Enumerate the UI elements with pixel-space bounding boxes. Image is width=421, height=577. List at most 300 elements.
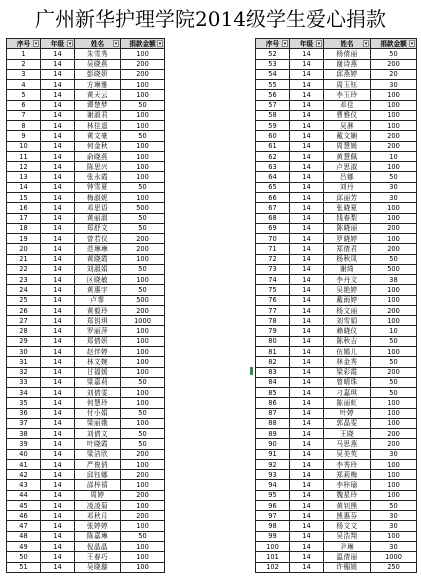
cell-no[interactable]: 1 bbox=[7, 49, 41, 59]
cell-name[interactable]: 卢霏 bbox=[75, 295, 121, 305]
cell-grade[interactable]: 14 bbox=[290, 531, 324, 541]
cell-grade[interactable]: 14 bbox=[41, 275, 75, 285]
cell-grade[interactable]: 14 bbox=[41, 254, 75, 264]
cell-grade[interactable]: 14 bbox=[41, 439, 75, 449]
cell-no[interactable]: 69 bbox=[256, 223, 290, 233]
cell-amount[interactable]: 30 bbox=[371, 182, 417, 192]
dropdown-arrow-icon[interactable]: ▾ bbox=[410, 41, 414, 47]
cell-no[interactable]: 20 bbox=[7, 244, 41, 254]
cell-no[interactable]: 25 bbox=[7, 295, 41, 305]
cell-amount[interactable]: 100 bbox=[371, 90, 417, 100]
cell-no[interactable]: 41 bbox=[7, 459, 41, 469]
cell-grade[interactable]: 14 bbox=[41, 172, 75, 182]
cell-no[interactable]: 5 bbox=[7, 90, 41, 100]
cell-amount[interactable]: 200 bbox=[121, 234, 165, 244]
dropdown-arrow-icon[interactable]: ▾ bbox=[364, 41, 368, 47]
cell-name[interactable]: 吴淋 bbox=[324, 121, 371, 131]
cell-name[interactable]: 周玉钰 bbox=[324, 80, 371, 90]
cell-amount[interactable]: 500 bbox=[121, 203, 165, 213]
cell-grade[interactable]: 14 bbox=[41, 203, 75, 213]
cell-amount[interactable]: 100 bbox=[121, 80, 165, 90]
header-no[interactable]: 序号 ▾ bbox=[7, 39, 41, 49]
cell-grade[interactable]: 14 bbox=[290, 192, 324, 202]
cell-grade[interactable]: 14 bbox=[290, 562, 324, 572]
cell-name[interactable]: 杨秋凤 bbox=[324, 254, 371, 264]
cell-name[interactable]: 刁嘉琪 bbox=[324, 388, 371, 398]
cell-amount[interactable]: 100 bbox=[121, 336, 165, 346]
cell-amount[interactable]: 100 bbox=[121, 552, 165, 562]
cell-amount[interactable]: 100 bbox=[371, 285, 417, 295]
cell-no[interactable]: 94 bbox=[256, 480, 290, 490]
cell-amount[interactable]: 50 bbox=[371, 254, 417, 264]
cell-amount[interactable]: 50 bbox=[121, 182, 165, 192]
cell-no[interactable]: 85 bbox=[256, 388, 290, 398]
cell-name[interactable]: 陈丽虹 bbox=[324, 398, 371, 408]
cell-no[interactable]: 39 bbox=[7, 439, 41, 449]
cell-no[interactable]: 80 bbox=[256, 336, 290, 346]
cell-amount[interactable]: 100 bbox=[371, 398, 417, 408]
cell-no[interactable]: 59 bbox=[256, 121, 290, 131]
cell-name[interactable]: 倪晶晶 bbox=[75, 542, 121, 552]
cell-no[interactable]: 10 bbox=[7, 141, 41, 151]
cell-amount[interactable]: 10 bbox=[371, 326, 417, 336]
cell-grade[interactable]: 14 bbox=[290, 254, 324, 264]
cell-no[interactable]: 63 bbox=[256, 162, 290, 172]
cell-no[interactable]: 49 bbox=[7, 542, 41, 552]
cell-no[interactable]: 24 bbox=[7, 285, 41, 295]
cell-no[interactable]: 58 bbox=[256, 110, 290, 120]
cell-grade[interactable]: 14 bbox=[41, 285, 75, 295]
cell-amount[interactable]: 100 bbox=[371, 490, 417, 500]
cell-name[interactable]: 黄文豪 bbox=[75, 131, 121, 141]
cell-grade[interactable]: 14 bbox=[290, 439, 324, 449]
cell-amount[interactable]: 200 bbox=[121, 511, 165, 521]
cell-grade[interactable]: 14 bbox=[41, 418, 75, 428]
cell-name[interactable]: 甘福媛 bbox=[75, 367, 121, 377]
cell-amount[interactable]: 100 bbox=[371, 162, 417, 172]
cell-grade[interactable]: 14 bbox=[41, 470, 75, 480]
cell-grade[interactable]: 14 bbox=[290, 244, 324, 254]
cell-amount[interactable]: 100 bbox=[371, 346, 417, 356]
cell-no[interactable]: 38 bbox=[7, 429, 41, 439]
cell-amount[interactable]: 200 bbox=[121, 490, 165, 500]
cell-grade[interactable]: 14 bbox=[41, 367, 75, 377]
cell-amount[interactable]: 500 bbox=[371, 264, 417, 274]
cell-grade[interactable]: 14 bbox=[41, 449, 75, 459]
cell-name[interactable]: 梅淑妮 bbox=[75, 192, 121, 202]
cell-no[interactable]: 19 bbox=[7, 234, 41, 244]
cell-no[interactable]: 51 bbox=[7, 562, 41, 572]
cell-amount[interactable]: 100 bbox=[121, 542, 165, 552]
cell-name[interactable]: 赵伴婷 bbox=[75, 346, 121, 356]
cell-grade[interactable]: 14 bbox=[41, 192, 75, 202]
cell-grade[interactable]: 14 bbox=[290, 203, 324, 213]
cell-no[interactable]: 43 bbox=[7, 480, 41, 490]
cell-amount[interactable]: 50 bbox=[121, 429, 165, 439]
cell-amount[interactable]: 50 bbox=[371, 336, 417, 346]
cell-no[interactable]: 54 bbox=[256, 69, 290, 79]
cell-grade[interactable]: 14 bbox=[290, 110, 324, 120]
cell-grade[interactable]: 14 bbox=[41, 398, 75, 408]
cell-name[interactable]: 梁丽娥 bbox=[75, 418, 121, 428]
cell-grade[interactable]: 14 bbox=[290, 80, 324, 90]
cell-no[interactable]: 29 bbox=[7, 336, 41, 346]
cell-amount[interactable]: 50 bbox=[371, 388, 417, 398]
cell-amount[interactable]: 200 bbox=[121, 244, 165, 254]
cell-no[interactable]: 76 bbox=[256, 295, 290, 305]
cell-name[interactable]: 谭楚梦 bbox=[75, 100, 121, 110]
cell-amount[interactable]: 250 bbox=[371, 562, 417, 572]
cell-amount[interactable]: 100 bbox=[121, 90, 165, 100]
cell-amount[interactable]: 50 bbox=[371, 377, 417, 387]
header-grade[interactable]: 年级 ▾ bbox=[41, 39, 75, 49]
cell-name[interactable]: 黄惠宇 bbox=[75, 285, 121, 295]
cell-amount[interactable]: 100 bbox=[121, 357, 165, 367]
cell-name[interactable]: 刘淑娟 bbox=[75, 264, 121, 274]
cell-amount[interactable]: 100 bbox=[121, 398, 165, 408]
cell-amount[interactable]: 30 bbox=[371, 80, 417, 90]
cell-name[interactable]: 赖晓仪 bbox=[324, 326, 371, 336]
cell-amount[interactable]: 200 bbox=[371, 59, 417, 69]
cell-grade[interactable]: 14 bbox=[290, 449, 324, 459]
cell-no[interactable]: 12 bbox=[7, 162, 41, 172]
cell-amount[interactable]: 100 bbox=[121, 254, 165, 264]
cell-name[interactable]: 林金秀 bbox=[324, 357, 371, 367]
cell-grade[interactable]: 14 bbox=[41, 490, 75, 500]
cell-amount[interactable]: 30 bbox=[371, 542, 417, 552]
cell-amount[interactable]: 100 bbox=[121, 121, 165, 131]
header-no[interactable]: 序号 ▾ bbox=[256, 39, 290, 49]
cell-no[interactable]: 2 bbox=[7, 59, 41, 69]
cell-amount[interactable]: 50 bbox=[121, 285, 165, 295]
cell-no[interactable]: 88 bbox=[256, 418, 290, 428]
cell-name[interactable]: 罗丽萍 bbox=[75, 326, 121, 336]
cell-name[interactable]: 邵梓禧 bbox=[75, 480, 121, 490]
cell-grade[interactable]: 14 bbox=[290, 49, 324, 59]
cell-no[interactable]: 65 bbox=[256, 182, 290, 192]
cell-name[interactable]: 钱春梨 bbox=[324, 213, 371, 223]
dropdown-arrow-icon[interactable]: ▾ bbox=[34, 41, 38, 47]
cell-amount[interactable]: 200 bbox=[371, 141, 417, 151]
cell-name[interactable]: 黄慧佩 bbox=[324, 151, 371, 161]
cell-name[interactable]: 方琳雅 bbox=[75, 80, 121, 90]
cell-grade[interactable]: 14 bbox=[290, 521, 324, 531]
cell-grade[interactable]: 14 bbox=[290, 69, 324, 79]
cell-grade[interactable]: 14 bbox=[290, 172, 324, 182]
cell-no[interactable]: 68 bbox=[256, 213, 290, 223]
cell-grade[interactable]: 14 bbox=[290, 511, 324, 521]
cell-no[interactable]: 15 bbox=[7, 192, 41, 202]
cell-no[interactable]: 14 bbox=[7, 182, 41, 192]
cell-name[interactable]: 熊惠芬 bbox=[324, 511, 371, 521]
cell-no[interactable]: 99 bbox=[256, 531, 290, 541]
cell-grade[interactable]: 14 bbox=[290, 480, 324, 490]
cell-amount[interactable]: 50 bbox=[121, 213, 165, 223]
cell-name[interactable]: 吴晓燕 bbox=[75, 59, 121, 69]
cell-name[interactable]: 刘倩文 bbox=[75, 429, 121, 439]
cell-no[interactable]: 101 bbox=[256, 552, 290, 562]
cell-name[interactable]: 郑莉梅 bbox=[324, 470, 371, 480]
cell-grade[interactable]: 14 bbox=[41, 521, 75, 531]
cell-grade[interactable]: 14 bbox=[290, 162, 324, 172]
cell-amount[interactable]: 100 bbox=[371, 408, 417, 418]
cell-grade[interactable]: 14 bbox=[41, 69, 75, 79]
cell-amount[interactable]: 50 bbox=[121, 100, 165, 110]
cell-no[interactable]: 92 bbox=[256, 459, 290, 469]
cell-no[interactable]: 102 bbox=[256, 562, 290, 572]
cell-no[interactable]: 56 bbox=[256, 90, 290, 100]
cell-amount[interactable]: 50 bbox=[121, 131, 165, 141]
cell-no[interactable]: 27 bbox=[7, 316, 41, 326]
cell-no[interactable]: 46 bbox=[7, 511, 41, 521]
cell-name[interactable]: 卢思淑 bbox=[324, 162, 371, 172]
cell-grade[interactable]: 14 bbox=[41, 49, 75, 59]
cell-no[interactable]: 87 bbox=[256, 408, 290, 418]
cell-grade[interactable]: 14 bbox=[290, 398, 324, 408]
cell-no[interactable]: 98 bbox=[256, 521, 290, 531]
cell-no[interactable]: 37 bbox=[7, 418, 41, 428]
cell-grade[interactable]: 14 bbox=[290, 295, 324, 305]
cell-amount[interactable]: 1000 bbox=[371, 552, 417, 562]
cell-no[interactable]: 90 bbox=[256, 439, 290, 449]
cell-grade[interactable]: 14 bbox=[290, 367, 324, 377]
cell-name[interactable]: 黄毅玲 bbox=[75, 305, 121, 315]
cell-grade[interactable]: 14 bbox=[290, 264, 324, 274]
cell-no[interactable]: 95 bbox=[256, 490, 290, 500]
cell-name[interactable]: 区晓敏 bbox=[75, 275, 121, 285]
cell-name[interactable]: 邓秋月 bbox=[75, 511, 121, 521]
cell-grade[interactable]: 14 bbox=[290, 90, 324, 100]
cell-amount[interactable]: 100 bbox=[371, 418, 417, 428]
cell-name[interactable]: 伍嫣儿 bbox=[324, 346, 371, 356]
cell-grade[interactable]: 14 bbox=[41, 244, 75, 254]
cell-grade[interactable]: 14 bbox=[41, 429, 75, 439]
cell-name[interactable]: 李梓瑜 bbox=[324, 480, 371, 490]
cell-grade[interactable]: 14 bbox=[41, 182, 75, 192]
cell-amount[interactable]: 50 bbox=[371, 500, 417, 510]
cell-name[interactable]: 郑倩君 bbox=[324, 244, 371, 254]
cell-name[interactable]: 叶婷 bbox=[324, 408, 371, 418]
cell-amount[interactable]: 100 bbox=[121, 480, 165, 490]
cell-amount[interactable]: 50 bbox=[121, 408, 165, 418]
cell-amount[interactable]: 200 bbox=[121, 470, 165, 480]
cell-name[interactable]: 林佳遥 bbox=[75, 121, 121, 131]
cell-amount[interactable]: 200 bbox=[371, 429, 417, 439]
cell-name[interactable]: 张永霞 bbox=[75, 172, 121, 182]
cell-grade[interactable]: 14 bbox=[41, 295, 75, 305]
cell-no[interactable]: 32 bbox=[7, 367, 41, 377]
cell-no[interactable]: 13 bbox=[7, 172, 41, 182]
cell-no[interactable]: 36 bbox=[7, 408, 41, 418]
cell-grade[interactable]: 14 bbox=[41, 223, 75, 233]
cell-amount[interactable]: 50 bbox=[371, 172, 417, 182]
cell-grade[interactable]: 14 bbox=[41, 500, 75, 510]
cell-name[interactable]: 邓佳 bbox=[324, 100, 371, 110]
cell-no[interactable]: 83 bbox=[256, 367, 290, 377]
cell-amount[interactable]: 100 bbox=[121, 151, 165, 161]
cell-amount[interactable]: 20 bbox=[371, 69, 417, 79]
cell-grade[interactable]: 14 bbox=[290, 234, 324, 244]
cell-no[interactable]: 42 bbox=[7, 470, 41, 480]
cell-name[interactable]: 许楣媛 bbox=[324, 562, 371, 572]
cell-amount[interactable]: 100 bbox=[371, 459, 417, 469]
cell-name[interactable]: 戴雨婷 bbox=[324, 295, 371, 305]
cell-name[interactable]: 林文婉 bbox=[75, 357, 121, 367]
cell-name[interactable]: 罗晓婷 bbox=[324, 234, 371, 244]
cell-no[interactable]: 71 bbox=[256, 244, 290, 254]
cell-no[interactable]: 53 bbox=[256, 59, 290, 69]
cell-grade[interactable]: 14 bbox=[41, 162, 75, 172]
cell-name[interactable]: 黄钊熊 bbox=[324, 500, 371, 510]
cell-amount[interactable]: 100 bbox=[371, 531, 417, 541]
cell-name[interactable]: 刘雪娟 bbox=[324, 316, 371, 326]
cell-amount[interactable]: 200 bbox=[371, 223, 417, 233]
cell-name[interactable]: 李玉玲 bbox=[324, 90, 371, 100]
cell-amount[interactable]: 200 bbox=[371, 367, 417, 377]
cell-grade[interactable]: 14 bbox=[290, 275, 324, 285]
cell-grade[interactable]: 14 bbox=[41, 388, 75, 398]
cell-grade[interactable]: 14 bbox=[290, 459, 324, 469]
cell-name[interactable]: 梁彩霞 bbox=[324, 367, 371, 377]
cell-no[interactable]: 3 bbox=[7, 69, 41, 79]
header-name[interactable]: 姓名 ▾ bbox=[324, 39, 371, 49]
cell-grade[interactable]: 14 bbox=[290, 213, 324, 223]
cell-name[interactable]: 黄丽淑 bbox=[75, 213, 121, 223]
cell-amount[interactable]: 200 bbox=[121, 305, 165, 315]
cell-name[interactable]: 吴美英 bbox=[324, 449, 371, 459]
cell-name[interactable]: 魏星玲 bbox=[324, 490, 371, 500]
cell-name[interactable]: 张婷婷 bbox=[75, 521, 121, 531]
cell-no[interactable]: 74 bbox=[256, 275, 290, 285]
cell-grade[interactable]: 14 bbox=[41, 213, 75, 223]
cell-no[interactable]: 93 bbox=[256, 470, 290, 480]
cell-no[interactable]: 73 bbox=[256, 264, 290, 274]
cell-name[interactable]: 刘倩雯 bbox=[75, 388, 121, 398]
cell-name[interactable]: 陈晓丽 bbox=[324, 223, 371, 233]
cell-grade[interactable]: 14 bbox=[41, 346, 75, 356]
cell-grade[interactable]: 14 bbox=[41, 110, 75, 120]
cell-no[interactable]: 55 bbox=[256, 80, 290, 90]
cell-no[interactable]: 91 bbox=[256, 449, 290, 459]
cell-amount[interactable]: 100 bbox=[121, 110, 165, 120]
cell-amount[interactable]: 50 bbox=[121, 223, 165, 233]
cell-name[interactable]: 王春巧 bbox=[75, 552, 121, 562]
cell-name[interactable]: 杨文丽 bbox=[324, 305, 371, 315]
cell-amount[interactable]: 100 bbox=[121, 49, 165, 59]
cell-amount[interactable]: 50 bbox=[121, 264, 165, 274]
cell-name[interactable]: 严俊俏 bbox=[75, 459, 121, 469]
cell-no[interactable]: 26 bbox=[7, 305, 41, 315]
cell-grade[interactable]: 14 bbox=[41, 100, 75, 110]
cell-name[interactable]: 付小娟 bbox=[75, 408, 121, 418]
cell-grade[interactable]: 14 bbox=[41, 316, 75, 326]
cell-grade[interactable]: 14 bbox=[290, 336, 324, 346]
cell-amount[interactable]: 100 bbox=[371, 295, 417, 305]
cell-amount[interactable]: 500 bbox=[121, 295, 165, 305]
cell-name[interactable]: 吕娜 bbox=[324, 172, 371, 182]
cell-grade[interactable]: 14 bbox=[290, 151, 324, 161]
cell-name[interactable]: 邓思语 bbox=[75, 203, 121, 213]
cell-name[interactable]: 曾若仪 bbox=[75, 234, 121, 244]
dropdown-arrow-icon[interactable]: ▾ bbox=[114, 41, 118, 47]
cell-no[interactable]: 22 bbox=[7, 264, 41, 274]
cell-name[interactable]: 张晓夏 bbox=[324, 203, 371, 213]
cell-no[interactable]: 35 bbox=[7, 398, 41, 408]
cell-no[interactable]: 28 bbox=[7, 326, 41, 336]
cell-no[interactable]: 30 bbox=[7, 346, 41, 356]
cell-no[interactable]: 47 bbox=[7, 521, 41, 531]
cell-name[interactable]: 黄天云 bbox=[75, 90, 121, 100]
cell-grade[interactable]: 14 bbox=[41, 480, 75, 490]
cell-amount[interactable]: 100 bbox=[121, 500, 165, 510]
cell-amount[interactable]: 100 bbox=[121, 172, 165, 182]
cell-amount[interactable]: 200 bbox=[371, 439, 417, 449]
cell-amount[interactable]: 100 bbox=[121, 326, 165, 336]
cell-no[interactable]: 40 bbox=[7, 449, 41, 459]
cell-name[interactable]: 梁嘉莉 bbox=[75, 377, 121, 387]
cell-name[interactable]: 梁洁欣 bbox=[75, 449, 121, 459]
cell-name[interactable]: 吴艳婷 bbox=[324, 285, 371, 295]
cell-amount[interactable]: 100 bbox=[121, 141, 165, 151]
cell-grade[interactable]: 14 bbox=[290, 285, 324, 295]
cell-name[interactable]: 周慧媛 bbox=[324, 141, 371, 151]
cell-amount[interactable]: 100 bbox=[371, 213, 417, 223]
cell-no[interactable]: 82 bbox=[256, 357, 290, 367]
cell-name[interactable]: 郑钥琪 bbox=[75, 316, 121, 326]
cell-name[interactable]: 邱钰娜 bbox=[75, 470, 121, 480]
cell-grade[interactable]: 14 bbox=[290, 418, 324, 428]
cell-no[interactable]: 11 bbox=[7, 151, 41, 161]
cell-no[interactable]: 70 bbox=[256, 234, 290, 244]
cell-no[interactable]: 6 bbox=[7, 100, 41, 110]
cell-amount[interactable]: 100 bbox=[371, 470, 417, 480]
cell-amount[interactable]: 30 bbox=[371, 511, 417, 521]
cell-no[interactable]: 8 bbox=[7, 121, 41, 131]
cell-no[interactable]: 9 bbox=[7, 131, 41, 141]
cell-amount[interactable]: 100 bbox=[121, 162, 165, 172]
cell-amount[interactable]: 200 bbox=[121, 69, 165, 79]
cell-amount[interactable]: 50 bbox=[121, 531, 165, 541]
cell-amount[interactable]: 200 bbox=[121, 59, 165, 69]
cell-grade[interactable]: 14 bbox=[290, 388, 324, 398]
header-amount[interactable]: 捐款金额 ▾ bbox=[121, 39, 165, 49]
cell-grade[interactable]: 14 bbox=[41, 141, 75, 151]
cell-no[interactable]: 77 bbox=[256, 305, 290, 315]
cell-grade[interactable]: 14 bbox=[290, 357, 324, 367]
cell-amount[interactable]: 100 bbox=[121, 275, 165, 285]
cell-grade[interactable]: 14 bbox=[41, 511, 75, 521]
cell-amount[interactable]: 38 bbox=[371, 275, 417, 285]
cell-no[interactable]: 31 bbox=[7, 357, 41, 367]
cell-amount[interactable]: 200 bbox=[371, 244, 417, 254]
cell-name[interactable]: 杨倩丽 bbox=[324, 49, 371, 59]
cell-grade[interactable]: 14 bbox=[41, 80, 75, 90]
cell-amount[interactable]: 30 bbox=[371, 521, 417, 531]
cell-no[interactable]: 23 bbox=[7, 275, 41, 285]
cell-grade[interactable]: 14 bbox=[41, 121, 75, 131]
cell-amount[interactable]: 100 bbox=[371, 316, 417, 326]
cell-grade[interactable]: 14 bbox=[41, 562, 75, 572]
cell-amount[interactable]: 50 bbox=[121, 439, 165, 449]
cell-name[interactable]: 温倩丽 bbox=[324, 552, 371, 562]
cell-grade[interactable]: 14 bbox=[290, 141, 324, 151]
cell-grade[interactable]: 14 bbox=[290, 490, 324, 500]
cell-name[interactable]: 郭晶雯 bbox=[324, 418, 371, 428]
cell-grade[interactable]: 14 bbox=[41, 357, 75, 367]
cell-no[interactable]: 67 bbox=[256, 203, 290, 213]
cell-no[interactable]: 97 bbox=[256, 511, 290, 521]
cell-name[interactable]: 钟雪夏 bbox=[75, 182, 121, 192]
